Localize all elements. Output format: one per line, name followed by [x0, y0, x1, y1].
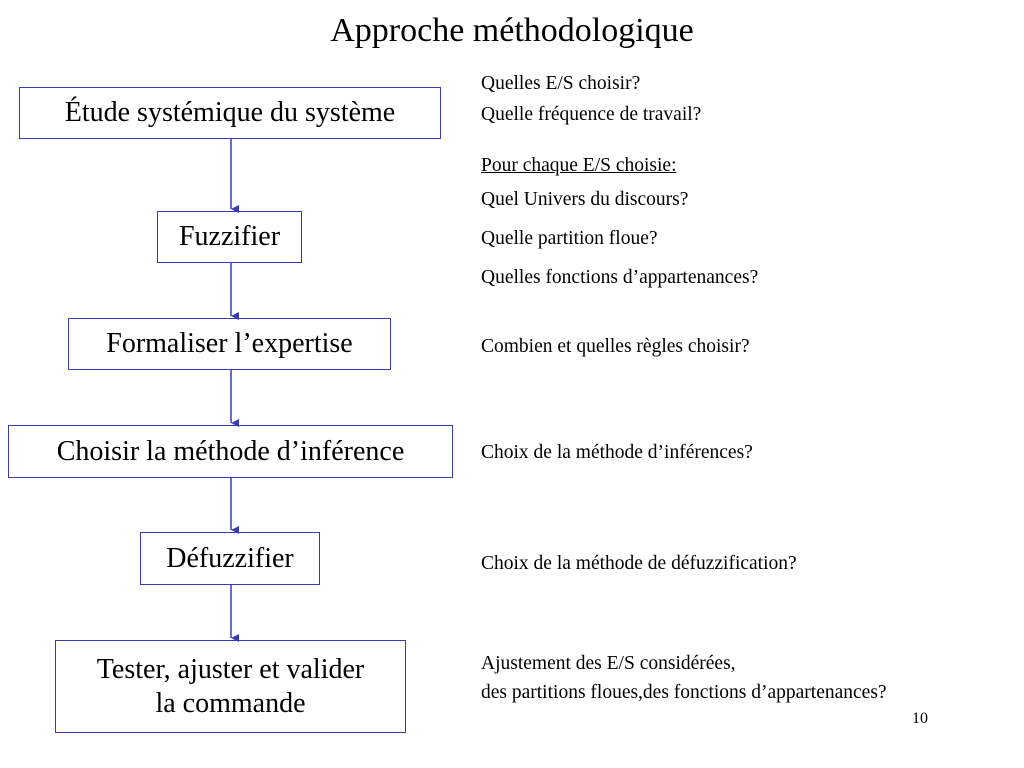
question-inference-method: Choix de la méthode d’inférences? — [481, 442, 753, 463]
question-frequency: Quelle fréquence de travail? — [481, 104, 702, 125]
step-inference-method-box — [8, 425, 453, 478]
step-label: Étude systémique du système — [64, 97, 396, 128]
page-number: 10 — [912, 710, 928, 727]
step-defuzzify-box — [140, 532, 320, 585]
step-label-line1: Tester, ajuster et valider — [96, 653, 365, 685]
question-rules: Combien et quelles règles choisir? — [481, 336, 750, 357]
question-defuzzification-method: Choix de la méthode de défuzzification? — [481, 553, 797, 574]
step-systemic-study-box — [19, 87, 441, 139]
step-formalize-expertise-box — [68, 318, 391, 370]
question-adjustment-line2: des partitions floues,des fonctions d’appartenances? — [481, 682, 887, 703]
step-label: Fuzzifier — [178, 221, 281, 252]
question-for-each-io: Pour chaque E/S choisie: — [481, 155, 677, 176]
question-adjustment-line1: Ajustement des E/S considérées, — [481, 653, 736, 674]
question-universe-of-discourse: Quel Univers du discours? — [481, 189, 689, 210]
question-fuzzy-partition: Quelle partition floue? — [481, 228, 658, 249]
slide-title: Approche méthodologique — [330, 12, 694, 49]
question-membership-functions: Quelles fonctions d’appartenances? — [481, 267, 759, 288]
step-label: Défuzzifier — [166, 542, 294, 574]
step-test-adjust-validate-box — [55, 640, 406, 733]
question-io-choice: Quelles E/S choisir? — [481, 73, 641, 94]
step-fuzzify-box — [157, 211, 302, 263]
step-label: Formaliser l’expertise — [106, 328, 353, 359]
step-label: Choisir la méthode d’inférence — [56, 435, 405, 467]
step-label-line2: la commande — [155, 687, 306, 719]
